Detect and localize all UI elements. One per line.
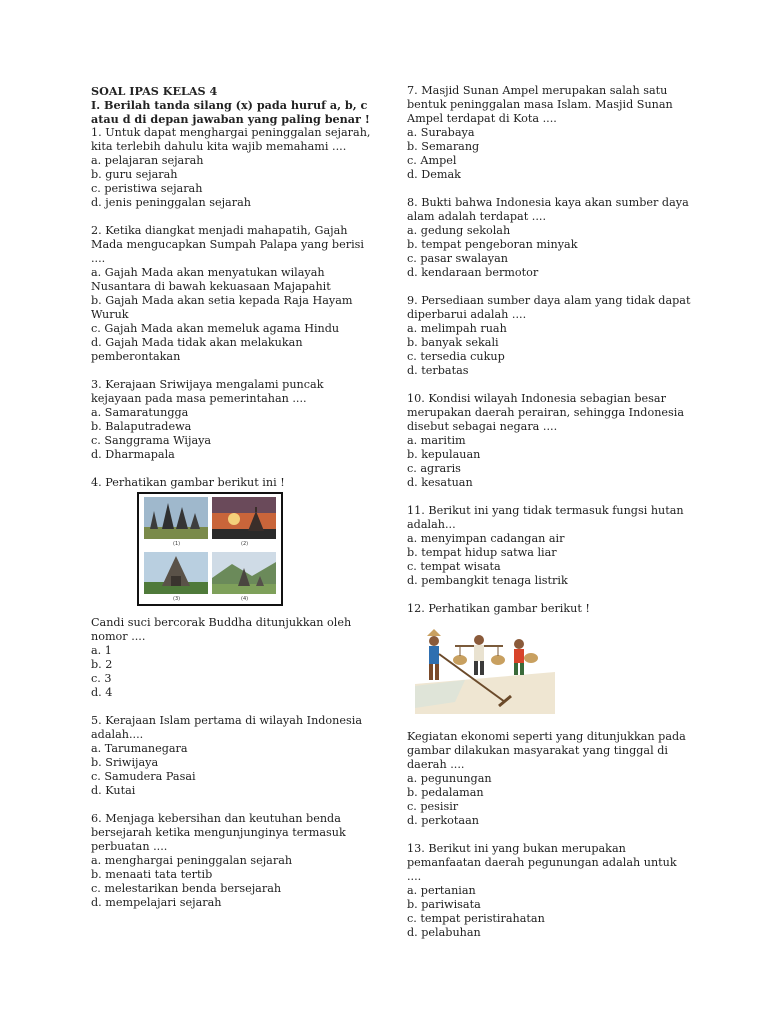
question-4 xyxy=(91,476,371,700)
option-b: b. pedalaman xyxy=(407,786,484,799)
option-d: d. kesatuan xyxy=(407,476,473,489)
photo-label-3: (3) xyxy=(173,596,181,602)
option-d: d. mempelajari sejarah xyxy=(91,896,222,909)
question-text: 4. Perhatikan gambar berikut ini ! xyxy=(91,476,285,489)
option-d: d. Gajah Mada tidak akan melakukan pemberontakan xyxy=(91,336,303,363)
question-1 xyxy=(91,126,371,210)
option-a: a. pegunungan xyxy=(407,772,492,785)
option-c: c. melestarikan benda bersejarah xyxy=(91,882,282,895)
question-8 xyxy=(407,196,692,280)
option-c: c. pesisir xyxy=(407,800,459,813)
option-a: a. maritim xyxy=(407,434,466,447)
option-c: c. peristiwa sejarah xyxy=(91,182,203,195)
page-title: SOAL IPAS KELAS 4 xyxy=(91,84,218,98)
question-text: 9. Persediaan sumber daya alam yang tidak dapat diperbarui adalah .... xyxy=(407,294,691,321)
option-a: a. 1 xyxy=(91,644,112,657)
option-a: a. gedung sekolah xyxy=(407,224,511,237)
question-3 xyxy=(91,378,371,462)
option-b: b. kepulauan xyxy=(407,448,481,461)
question-6 xyxy=(91,812,371,910)
option-c: c. tempat wisata xyxy=(407,560,501,573)
option-c: c. Ampel xyxy=(407,154,457,167)
salt-farmer-illustration xyxy=(415,624,555,714)
option-b: b. Gajah Mada akan setia kepada Raja Hayam Wuruk xyxy=(91,294,353,321)
option-d: d. kendaraan bermotor xyxy=(407,266,539,279)
temple-photo-grid xyxy=(137,492,283,606)
option-c: c. 3 xyxy=(91,672,112,685)
option-d: d. Kutai xyxy=(91,784,136,797)
option-b: b. tempat hidup satwa liar xyxy=(407,546,557,559)
question-7 xyxy=(407,84,692,182)
option-c: c. agraris xyxy=(407,462,461,475)
option-b: b. Semarang xyxy=(407,140,480,153)
question-text: 6. Menjaga kebersihan dan keutuhan benda bersejarah ketika mengunjunginya termasuk perbuatan .... xyxy=(91,812,346,853)
question-text: 1. Untuk dapat menghargai peninggalan sejarah, kita terlebih dahulu kita wajib memahami .... xyxy=(91,126,371,153)
option-d: d. Dharmapala xyxy=(91,448,175,461)
question-12 xyxy=(407,602,692,828)
question-text: 2. Ketika diangkat menjadi mahapatih, Gajah Mada mengucapkan Sumpah Palapa yang berisi .... xyxy=(91,224,364,265)
option-a: a. Samaratungga xyxy=(91,406,189,419)
option-a: a. menghargai peninggalan sejarah xyxy=(91,854,293,867)
option-d: d. Demak xyxy=(407,168,461,181)
question-5 xyxy=(91,714,371,798)
option-a: a. Surabaya xyxy=(407,126,475,139)
question-text: 12. Perhatikan gambar berikut ! xyxy=(407,602,590,615)
option-b: b. tempat pengeboran minyak xyxy=(407,238,578,251)
question-13 xyxy=(407,842,692,940)
question-9 xyxy=(407,294,692,378)
option-d: d. perkotaan xyxy=(407,814,479,827)
temple-photo-2 xyxy=(212,497,276,539)
option-c: c. Gajah Mada akan memeluk agama Hindu xyxy=(91,322,340,335)
left-column xyxy=(91,84,371,924)
question-text: Candi suci bercorak Buddha ditunjukkan oleh nomor .... xyxy=(91,616,352,643)
option-c: c. pasar swalayan xyxy=(407,252,508,265)
option-a: a. menyimpan cadangan air xyxy=(407,532,565,545)
option-c: c. tempat peristirahatan xyxy=(407,912,545,925)
option-d: d. pelabuhan xyxy=(407,926,481,939)
temple-photo-4 xyxy=(212,552,276,594)
option-d: d. pembangkit tenaga listrik xyxy=(407,574,568,587)
option-a: a. melimpah ruah xyxy=(407,322,507,335)
temple-photo-1 xyxy=(144,497,208,539)
option-b: b. Sriwijaya xyxy=(91,756,159,769)
question-text: 8. Bukti bahwa Indonesia kaya akan sumber daya alam adalah terdapat .... xyxy=(407,196,689,223)
option-d: d. jenis peninggalan sejarah xyxy=(91,196,251,209)
option-c: c. Sanggrama Wijaya xyxy=(91,434,212,447)
question-text: 10. Kondisi wilayah Indonesia sebagian besar merupakan daerah perairan, sehingga Indonesia disebut sebagai negara .... xyxy=(407,392,685,433)
option-d: d. 4 xyxy=(91,686,113,699)
right-column xyxy=(407,84,692,954)
question-text: 3. Kerajaan Sriwijaya mengalami puncak kejayaan pada masa pemerintahan .... xyxy=(91,378,324,405)
option-d: d. terbatas xyxy=(407,364,469,377)
option-b: b. banyak sekali xyxy=(407,336,499,349)
option-b: b. pariwisata xyxy=(407,898,481,911)
option-b: b. 2 xyxy=(91,658,113,671)
option-a: a. Tarumanegara xyxy=(91,742,188,755)
question-10 xyxy=(407,392,692,490)
temple-photo-3 xyxy=(144,552,208,594)
option-a: a. pelajaran sejarah xyxy=(91,154,204,167)
question-text: Kegiatan ekonomi seperti yang ditunjukkan pada gambar dilakukan masyarakat yang tinggal di daerah .... xyxy=(407,730,686,771)
option-b: b. guru sejarah xyxy=(91,168,178,181)
option-a: a. pertanian xyxy=(407,884,476,897)
instruction: I. Berilah tanda silang (x) pada huruf a, b, c atau d di depan jawaban yang paling benar ! xyxy=(91,98,370,126)
option-a: a. Gajah Mada akan menyatukan wilayah Nusantara di bawah kekuasaan Majapahit xyxy=(91,266,331,293)
option-b: b. Balaputradewa xyxy=(91,420,192,433)
question-text: 13. Berikut ini yang bukan merupakan pemanfaatan daerah pegunungan adalah untuk .... xyxy=(407,842,677,883)
question-text: 7. Masjid Sunan Ampel merupakan salah satu bentuk peninggalan masa Islam. Masjid Sunan Ampel terdapat di Kota .... xyxy=(407,84,673,125)
question-11 xyxy=(407,504,692,588)
photo-label-2: (2) xyxy=(241,541,249,547)
question-text: 11. Berikut ini yang tidak termasuk fungsi hutan adalah... xyxy=(407,504,684,531)
question-text: 5. Kerajaan Islam pertama di wilayah Indonesia adalah.... xyxy=(91,714,362,741)
option-b: b. menaati tata tertib xyxy=(91,868,213,881)
option-c: c. Samudera Pasai xyxy=(91,770,196,783)
option-c: c. tersedia cukup xyxy=(407,350,505,363)
photo-label-4: (4) xyxy=(241,596,249,602)
photo-label-1: (1) xyxy=(173,541,181,547)
question-2 xyxy=(91,224,371,364)
